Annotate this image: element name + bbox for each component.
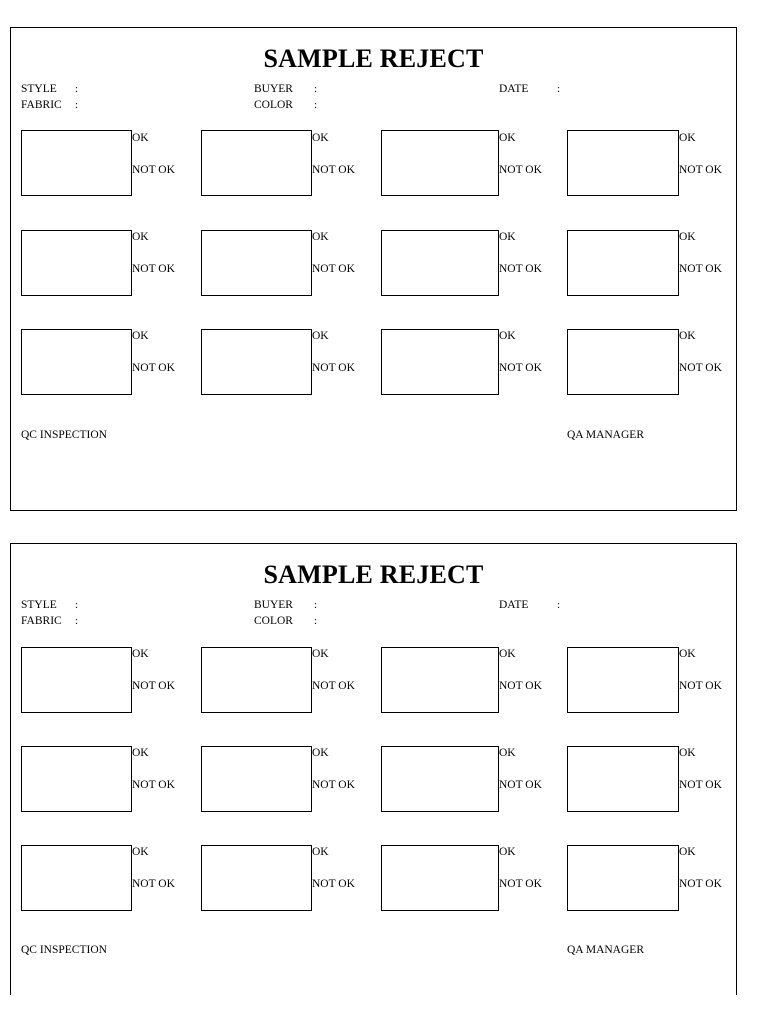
not-ok-option[interactable]: NOT OK: [499, 263, 542, 275]
sample-box: [21, 329, 132, 395]
date-label: DATE: [499, 83, 529, 95]
sample-box: [21, 746, 132, 812]
ok-option[interactable]: OK: [132, 648, 149, 660]
fabric-label: FABRIC: [21, 99, 62, 111]
style-colon: :: [75, 599, 79, 611]
ok-option[interactable]: OK: [679, 132, 696, 144]
qa-manager-label: QA MANAGER: [567, 944, 644, 956]
sample-box: [201, 230, 312, 296]
ok-option[interactable]: OK: [312, 846, 329, 858]
ok-option[interactable]: OK: [312, 231, 329, 243]
ok-option[interactable]: OK: [132, 747, 149, 759]
not-ok-option[interactable]: NOT OK: [499, 362, 542, 374]
sample-box: [567, 130, 679, 196]
not-ok-option[interactable]: NOT OK: [312, 362, 355, 374]
not-ok-option[interactable]: NOT OK: [312, 779, 355, 791]
sample-box: [567, 845, 679, 911]
sample-box: [201, 845, 312, 911]
ok-option[interactable]: OK: [679, 330, 696, 342]
ok-option[interactable]: OK: [679, 648, 696, 660]
not-ok-option[interactable]: NOT OK: [312, 263, 355, 275]
not-ok-option[interactable]: NOT OK: [499, 878, 542, 890]
ok-option[interactable]: OK: [499, 231, 516, 243]
buyer-colon: :: [314, 83, 318, 95]
sample-box: [201, 130, 312, 196]
not-ok-option[interactable]: NOT OK: [679, 263, 722, 275]
color-label: COLOR: [254, 615, 293, 627]
not-ok-option[interactable]: NOT OK: [679, 362, 722, 374]
ok-option[interactable]: OK: [312, 330, 329, 342]
qa-manager-label: QA MANAGER: [567, 429, 644, 441]
ok-option[interactable]: OK: [312, 648, 329, 660]
style-colon: :: [75, 83, 79, 95]
not-ok-option[interactable]: NOT OK: [132, 878, 175, 890]
ok-option[interactable]: OK: [499, 132, 516, 144]
ok-option[interactable]: OK: [132, 846, 149, 858]
not-ok-option[interactable]: NOT OK: [132, 680, 175, 692]
sample-box: [21, 130, 132, 196]
sample-box: [21, 647, 132, 713]
ok-option[interactable]: OK: [499, 846, 516, 858]
style-label: STYLE: [21, 83, 57, 95]
ok-option[interactable]: OK: [679, 231, 696, 243]
date-colon: :: [557, 83, 561, 95]
not-ok-option[interactable]: NOT OK: [132, 779, 175, 791]
not-ok-option[interactable]: NOT OK: [312, 878, 355, 890]
color-colon: :: [314, 99, 318, 111]
buyer-colon: :: [314, 599, 318, 611]
color-label: COLOR: [254, 99, 293, 111]
not-ok-option[interactable]: NOT OK: [499, 164, 542, 176]
sample-box: [381, 130, 499, 196]
ok-option[interactable]: OK: [132, 132, 149, 144]
not-ok-option[interactable]: NOT OK: [679, 878, 722, 890]
date-colon: :: [557, 599, 561, 611]
qc-inspection-label: QC INSPECTION: [21, 944, 107, 956]
not-ok-option[interactable]: NOT OK: [132, 164, 175, 176]
fabric-colon: :: [75, 99, 79, 111]
form-title: SAMPLE REJECT: [263, 44, 484, 73]
sample-box: [21, 845, 132, 911]
buyer-label: BUYER: [254, 83, 293, 95]
qc-inspection-label: QC INSPECTION: [21, 429, 107, 441]
not-ok-option[interactable]: NOT OK: [499, 680, 542, 692]
not-ok-option[interactable]: NOT OK: [312, 680, 355, 692]
ok-option[interactable]: OK: [132, 231, 149, 243]
sample-box: [21, 230, 132, 296]
sample-box: [381, 746, 499, 812]
sample-box: [381, 230, 499, 296]
fabric-label: FABRIC: [21, 615, 62, 627]
sample-box: [567, 329, 679, 395]
sample-box: [201, 329, 312, 395]
sample-box: [567, 746, 679, 812]
not-ok-option[interactable]: NOT OK: [132, 263, 175, 275]
ok-option[interactable]: OK: [312, 747, 329, 759]
ok-option[interactable]: OK: [499, 648, 516, 660]
not-ok-option[interactable]: NOT OK: [679, 680, 722, 692]
ok-option[interactable]: OK: [679, 747, 696, 759]
form-title: SAMPLE REJECT: [263, 560, 484, 589]
fabric-colon: :: [75, 615, 79, 627]
sample-box: [567, 230, 679, 296]
date-label: DATE: [499, 599, 529, 611]
ok-option[interactable]: OK: [499, 330, 516, 342]
not-ok-option[interactable]: NOT OK: [679, 164, 722, 176]
not-ok-option[interactable]: NOT OK: [312, 164, 355, 176]
ok-option[interactable]: OK: [679, 846, 696, 858]
sample-box: [381, 647, 499, 713]
sample-box: [201, 647, 312, 713]
sample-reject-form-1: [10, 27, 737, 511]
sample-box: [381, 329, 499, 395]
sample-reject-form-2: [10, 543, 737, 995]
sample-box: [201, 746, 312, 812]
ok-option[interactable]: OK: [499, 747, 516, 759]
not-ok-option[interactable]: NOT OK: [132, 362, 175, 374]
buyer-label: BUYER: [254, 599, 293, 611]
sample-box: [567, 647, 679, 713]
not-ok-option[interactable]: NOT OK: [499, 779, 542, 791]
ok-option[interactable]: OK: [132, 330, 149, 342]
not-ok-option[interactable]: NOT OK: [679, 779, 722, 791]
color-colon: :: [314, 615, 318, 627]
ok-option[interactable]: OK: [312, 132, 329, 144]
style-label: STYLE: [21, 599, 57, 611]
sample-box: [381, 845, 499, 911]
